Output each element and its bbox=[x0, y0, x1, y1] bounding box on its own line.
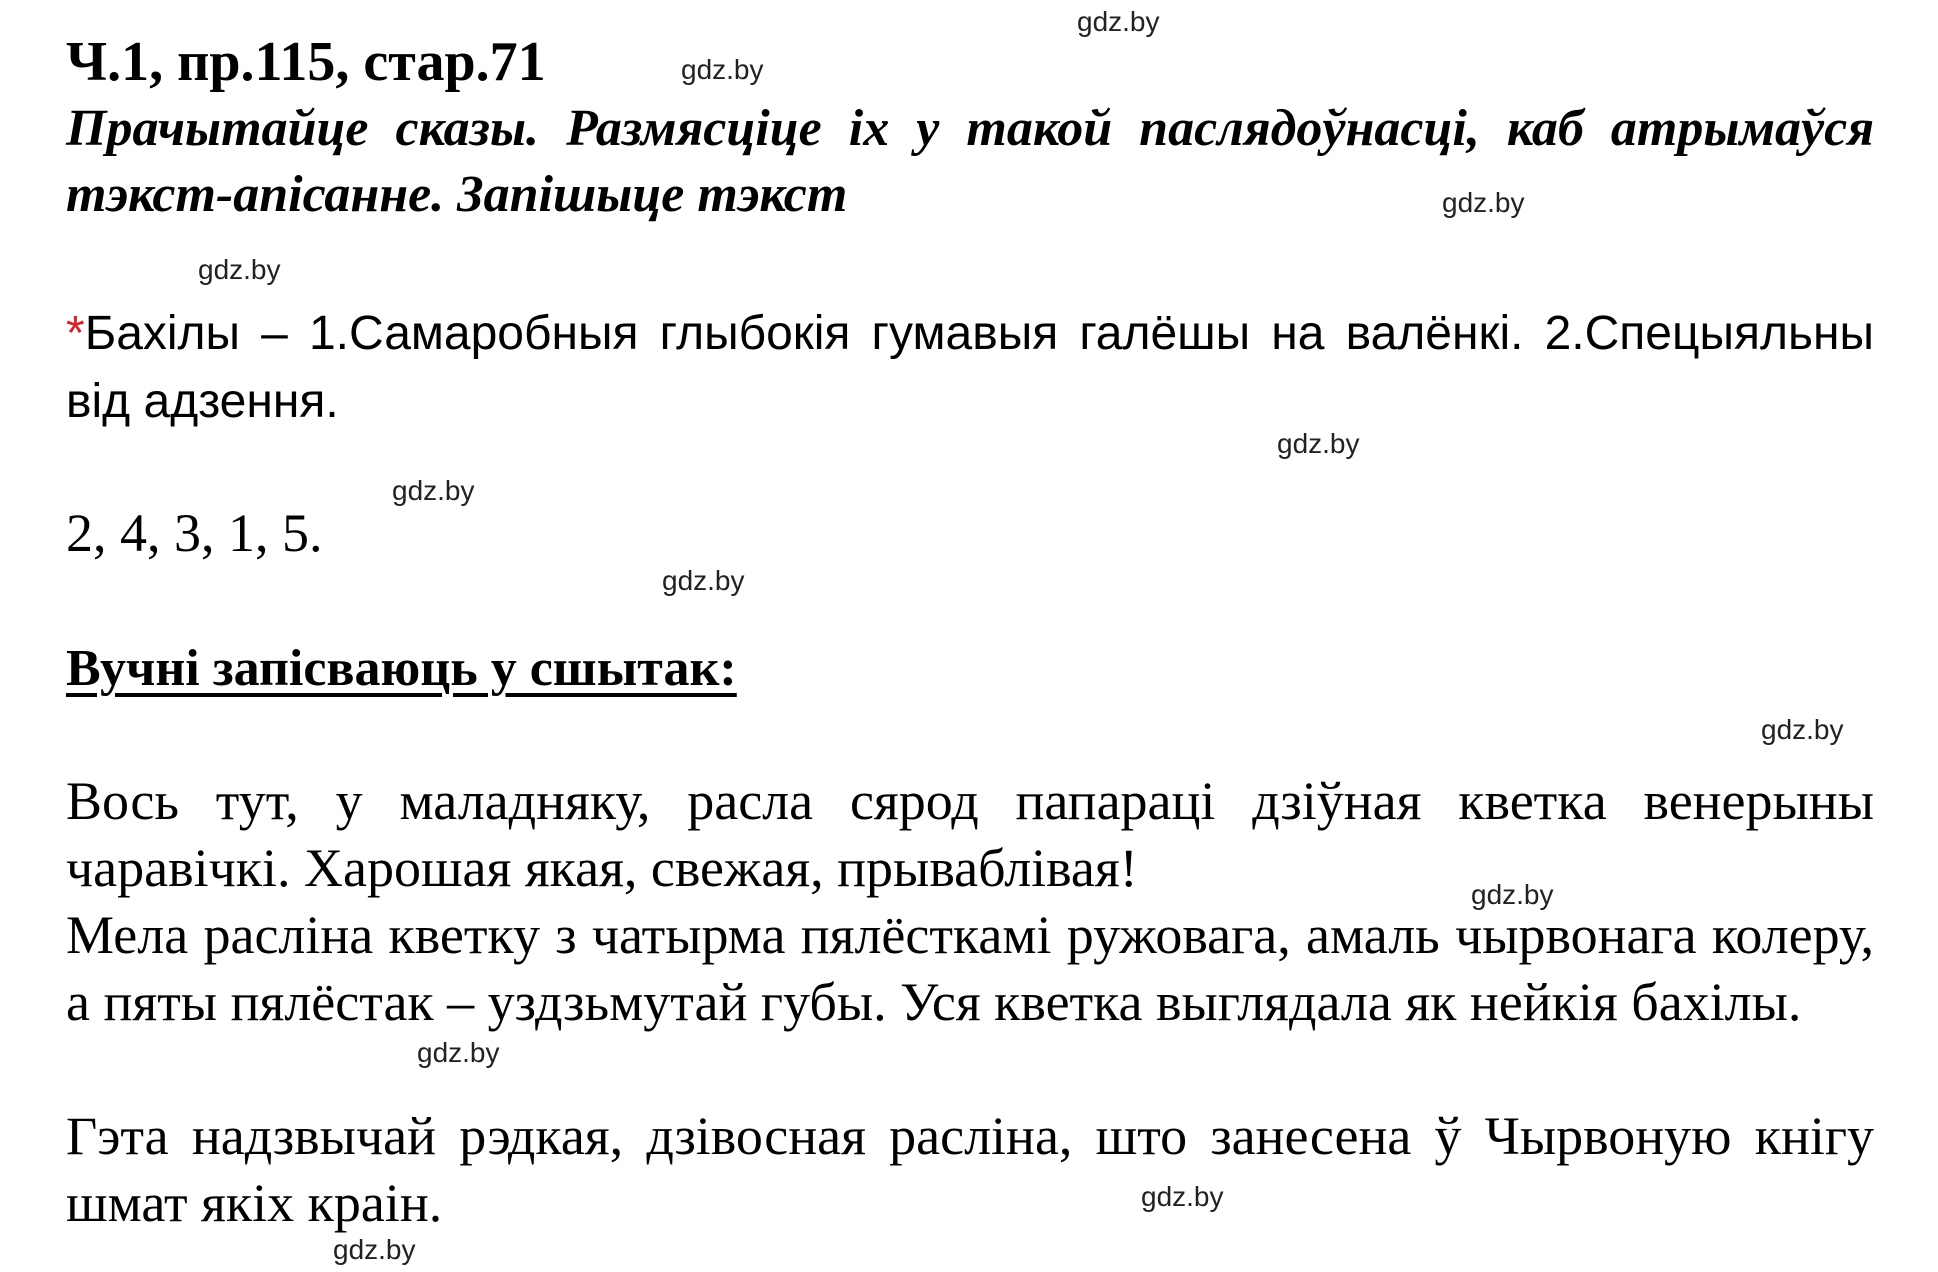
page-title: Ч.1, пр.115, стар.71 bbox=[66, 31, 546, 93]
footnote-definition bbox=[66, 300, 1874, 436]
definition-text: Бахілы – 1.Самаробныя глыбокія гумавыя галёшы на валёнкі. 2.Спецыяльны від адзення. bbox=[66, 307, 1874, 428]
paragraph-2: Мела расліна кветку з чатырма пялёсткамі ружовага, амаль чырвонага колеру, а пяты пялёстак – уздзьмутай губы. Уся кветка выглядала як нейкія бахілы. bbox=[66, 905, 1874, 1032]
watermark: gdz.by bbox=[1141, 1181, 1224, 1212]
paragraph-1: Вось тут, у маладняку, расла сярод папараці дзіўная кветка венерыны чаравічкі. Харошая якая, свежая, прываблівая! bbox=[66, 771, 1874, 898]
watermark: gdz.by bbox=[417, 1037, 500, 1068]
watermark: gdz.by bbox=[392, 475, 475, 506]
watermark: gdz.by bbox=[333, 1234, 416, 1265]
watermark: gdz.by bbox=[681, 54, 764, 85]
watermark: gdz.by bbox=[1077, 6, 1160, 37]
watermark: gdz.by bbox=[198, 254, 281, 285]
asterisk-marker: * bbox=[66, 307, 85, 360]
watermark: gdz.by bbox=[1471, 879, 1554, 910]
task-instruction: Прачытайце сказы. Размясціце іх у такой паслядоўнасці, каб атрымаўся тэкст-апісанне. Запішыце тэкст bbox=[66, 100, 1874, 223]
paragraph-3: Гэта надзвычай рэдкая, дзівосная расліна, што занесена ў Чырвоную кнігу шмат якіх краін. bbox=[66, 1106, 1874, 1233]
sentence-order-answer: 2, 4, 3, 1, 5. bbox=[66, 503, 323, 563]
watermark: gdz.by bbox=[662, 565, 745, 596]
watermark: gdz.by bbox=[1442, 187, 1525, 218]
watermark: gdz.by bbox=[1761, 714, 1844, 745]
section-heading: Вучні запісваюць у сшытак: bbox=[66, 640, 737, 697]
watermark: gdz.by bbox=[1277, 428, 1360, 459]
